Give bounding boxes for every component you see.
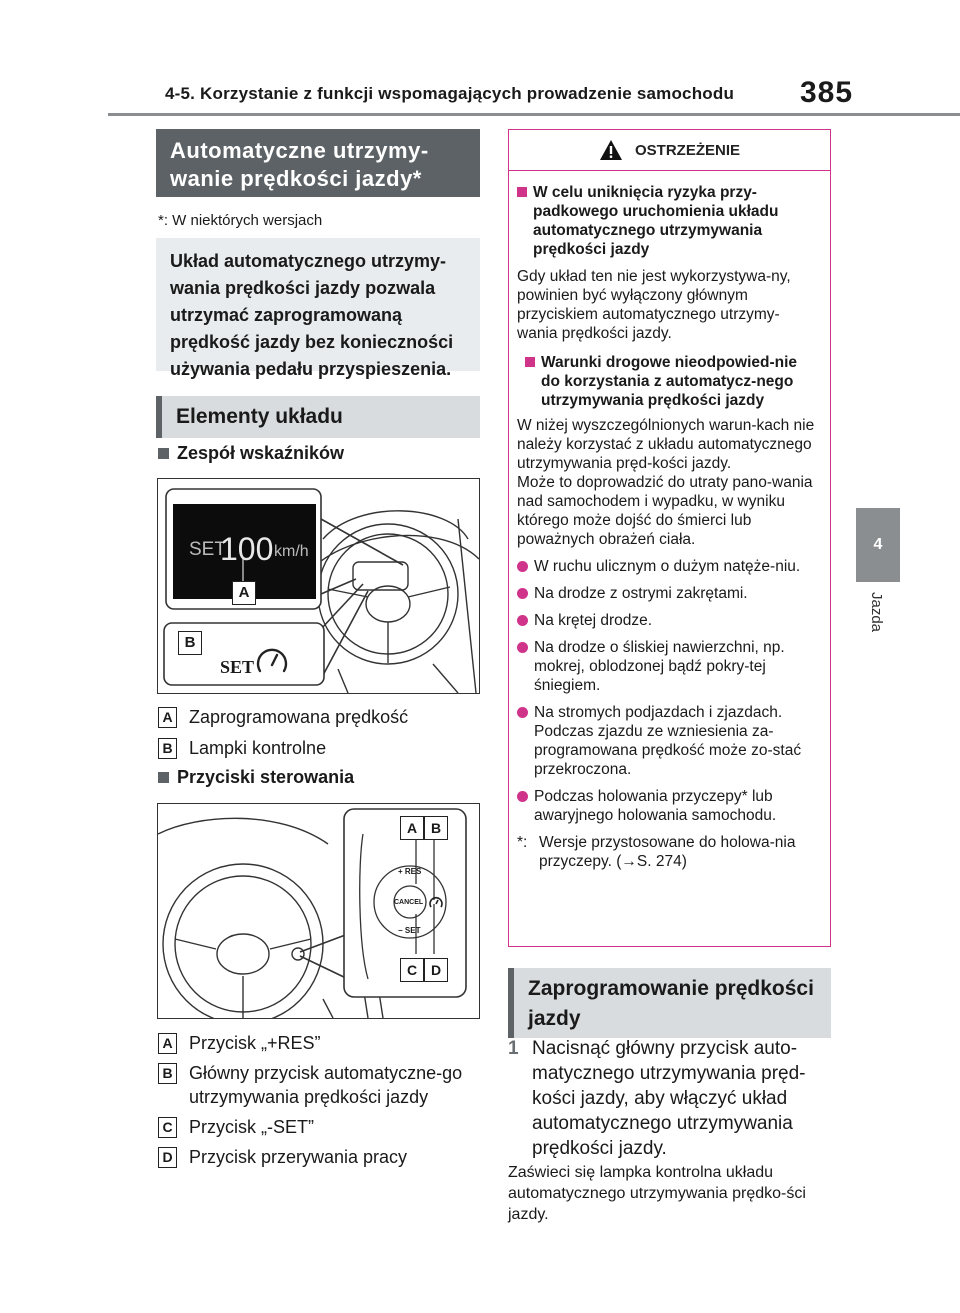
cancel-button-label: CANCEL [394, 899, 424, 906]
legend-key: C [158, 1117, 177, 1138]
footnote-text: Wersje przystosowane do holowa-nia przyczepy. (→S. 274) [539, 834, 796, 870]
figure2-label-c: C [400, 958, 424, 982]
controls-subheading-text: Przyciski sterowania [177, 767, 355, 787]
legend-key: A [158, 707, 177, 728]
cluster-set-text: SET [189, 539, 226, 560]
warning-paragraph: W niżej wyszczególnionych warun-kach nie należy korzystać z układu automatycznego utrzymywania pręd-kości jazdy. [517, 417, 815, 472]
square-bullet-icon [517, 187, 527, 197]
warning-triangle-icon [599, 139, 623, 161]
legend-item [158, 1115, 482, 1139]
bullet-dot-icon [517, 615, 528, 626]
warning-bullet [517, 584, 820, 603]
warning-paragraph: Może to doprowadzić do utraty pano-wania nad samochodem i wypadku, w wyniku którego może dojść do śmierci lub poważnych obrażeń ciała. [517, 474, 813, 548]
warning-box [508, 129, 831, 947]
gauge-subheading [158, 443, 344, 464]
cluster-speed-unit: km/h [274, 543, 309, 560]
legend-item [158, 736, 480, 760]
warning-subheading [517, 183, 820, 259]
legend-item [158, 705, 480, 729]
versions-note: *: W niektórych wersjach [158, 212, 323, 229]
warning-bullet [517, 638, 820, 695]
step-text: Nacisnąć główny przycisk auto-matycznego utrzymywania pręd-kości jazdy, aby włączyć układ automatycznego utrzymywania prędkości jazdy. [532, 1038, 806, 1159]
res-button-label: + RES [398, 867, 422, 876]
gauge-subheading-text: Zespół wskaźników [177, 443, 345, 463]
bullet-dot-icon [517, 642, 528, 653]
main-heading [156, 129, 480, 197]
footnote-mark: *: [517, 834, 528, 851]
legend-key: D [158, 1147, 177, 1168]
square-bullet-icon [158, 448, 169, 459]
warning-subheading [517, 353, 820, 410]
bullet-dot-icon [517, 561, 528, 572]
warning-bullet-text: W ruchu ulicznym o dużym natęże-niu. [534, 558, 801, 575]
legend-key: B [158, 738, 177, 759]
step-result: Zaświeci się lampka kontrolna układu automatycznego utrzymywania prędko-ści jazdy. [508, 1164, 806, 1223]
legend-key: B [158, 1063, 177, 1084]
legend-text: Przycisk przerywania pracy [189, 1147, 408, 1167]
warning-bullet-text: Na drodze o śliskiej nawierzchni, np. mokrej, oblodzonej bądź pokry-tej śniegiem. [534, 639, 785, 694]
legend-item [158, 1061, 482, 1109]
legend-text: Przycisk „+RES” [189, 1033, 321, 1053]
main-heading-line2: wanie prędkości jazdy* [170, 166, 422, 191]
cluster-illustration [158, 479, 479, 693]
square-bullet-icon [158, 772, 169, 783]
warning-bullet [517, 611, 820, 630]
square-bullet-icon [525, 357, 535, 367]
legend-text: Główny przycisk automatyczne-go utrzymywania prędkości jazdy [189, 1063, 463, 1107]
chapter-tab: 4 [856, 508, 900, 582]
warning-bullet-text: Podczas holowania przyczepy* lub awaryjnego holowania samochodu. [534, 788, 777, 824]
legend-item [158, 1031, 482, 1055]
bullet-dot-icon [517, 707, 528, 718]
elements-heading: Elementy układu [156, 396, 480, 438]
bullet-dot-icon [517, 791, 528, 802]
warning-bullet-text: Na krętej drodze. [534, 612, 653, 629]
step-number: 1 [508, 1038, 519, 1059]
warning-footnote [517, 833, 820, 871]
warning-paragraph: Gdy układ ten nie jest wykorzystywa-ny, powinien być wyłączony głównym przyciskiem automatycznego utrzymy-wania prędkości jazdy. [517, 268, 791, 342]
legend-text: Zaprogramowana prędkość [189, 707, 409, 727]
programming-heading: Zaprogramowanie prędkości jazdy [508, 968, 831, 1038]
bullet-dot-icon [517, 588, 528, 599]
figure1-label-a: A [232, 581, 256, 605]
intro-box: Układ automatycznego utrzymy-wania prędkości jazdy pozwala utrzymać zaprogramowaną prędkość jazdy bez konieczności używania pedału przyspieszenia. [156, 238, 480, 371]
warning-subheading-text: Warunki drogowe nieodpowied-nie do korzystania z automatycz-nego utrzymywania prędkości jazdy [541, 354, 798, 409]
legend-item [158, 1145, 482, 1169]
set-button-label: − SET [398, 926, 421, 935]
legend-text: Przycisk „-SET” [189, 1117, 314, 1137]
warning-body [509, 171, 830, 871]
steering-controls-figure [157, 803, 480, 1019]
warning-bullet [517, 787, 820, 825]
step-1 [508, 1036, 828, 1161]
warning-bullet-text: Na drodze z ostrymi zakrętami. [534, 585, 748, 602]
section-title: 4-5. Korzystanie z funkcji wspomagających prowadzenie samochodu [165, 84, 735, 103]
warning-bullet-text: Na stromych podjazdach i zjazdach. Podczas zjazdu ze wzniesienia za-programowana prędkość może zo-stać przekroczona. [534, 704, 802, 778]
header-rule [108, 113, 960, 116]
main-heading-line1: Automatyczne utrzymy- [170, 138, 429, 163]
controls-subheading [158, 767, 354, 788]
legend-controls [158, 1031, 482, 1169]
page-number: 385 [800, 76, 854, 109]
figure2-label-d: D [424, 958, 448, 982]
warning-bullet [517, 703, 820, 779]
instrument-cluster-figure [157, 478, 480, 694]
figure1-label-b: B [178, 631, 202, 655]
warning-subheading-text: W celu uniknięcia ryzyka przy-padkowego uruchomienia układu automatycznego utrzymywania prędkości jazdy [533, 184, 779, 258]
figure2-label-b: B [424, 816, 448, 840]
legend-text: Lampki kontrolne [189, 738, 327, 758]
cluster-speed-value: 100 [220, 531, 274, 567]
figure2-label-a: A [400, 816, 424, 840]
chapter-label: Jazda [868, 592, 885, 633]
warning-bullet [517, 557, 820, 576]
warning-header [509, 130, 830, 171]
legend-key: A [158, 1033, 177, 1054]
warning-title: OSTRZEŻENIE [634, 141, 740, 159]
legend-indicators [158, 705, 480, 760]
indicator-set-text: SET [220, 657, 255, 677]
